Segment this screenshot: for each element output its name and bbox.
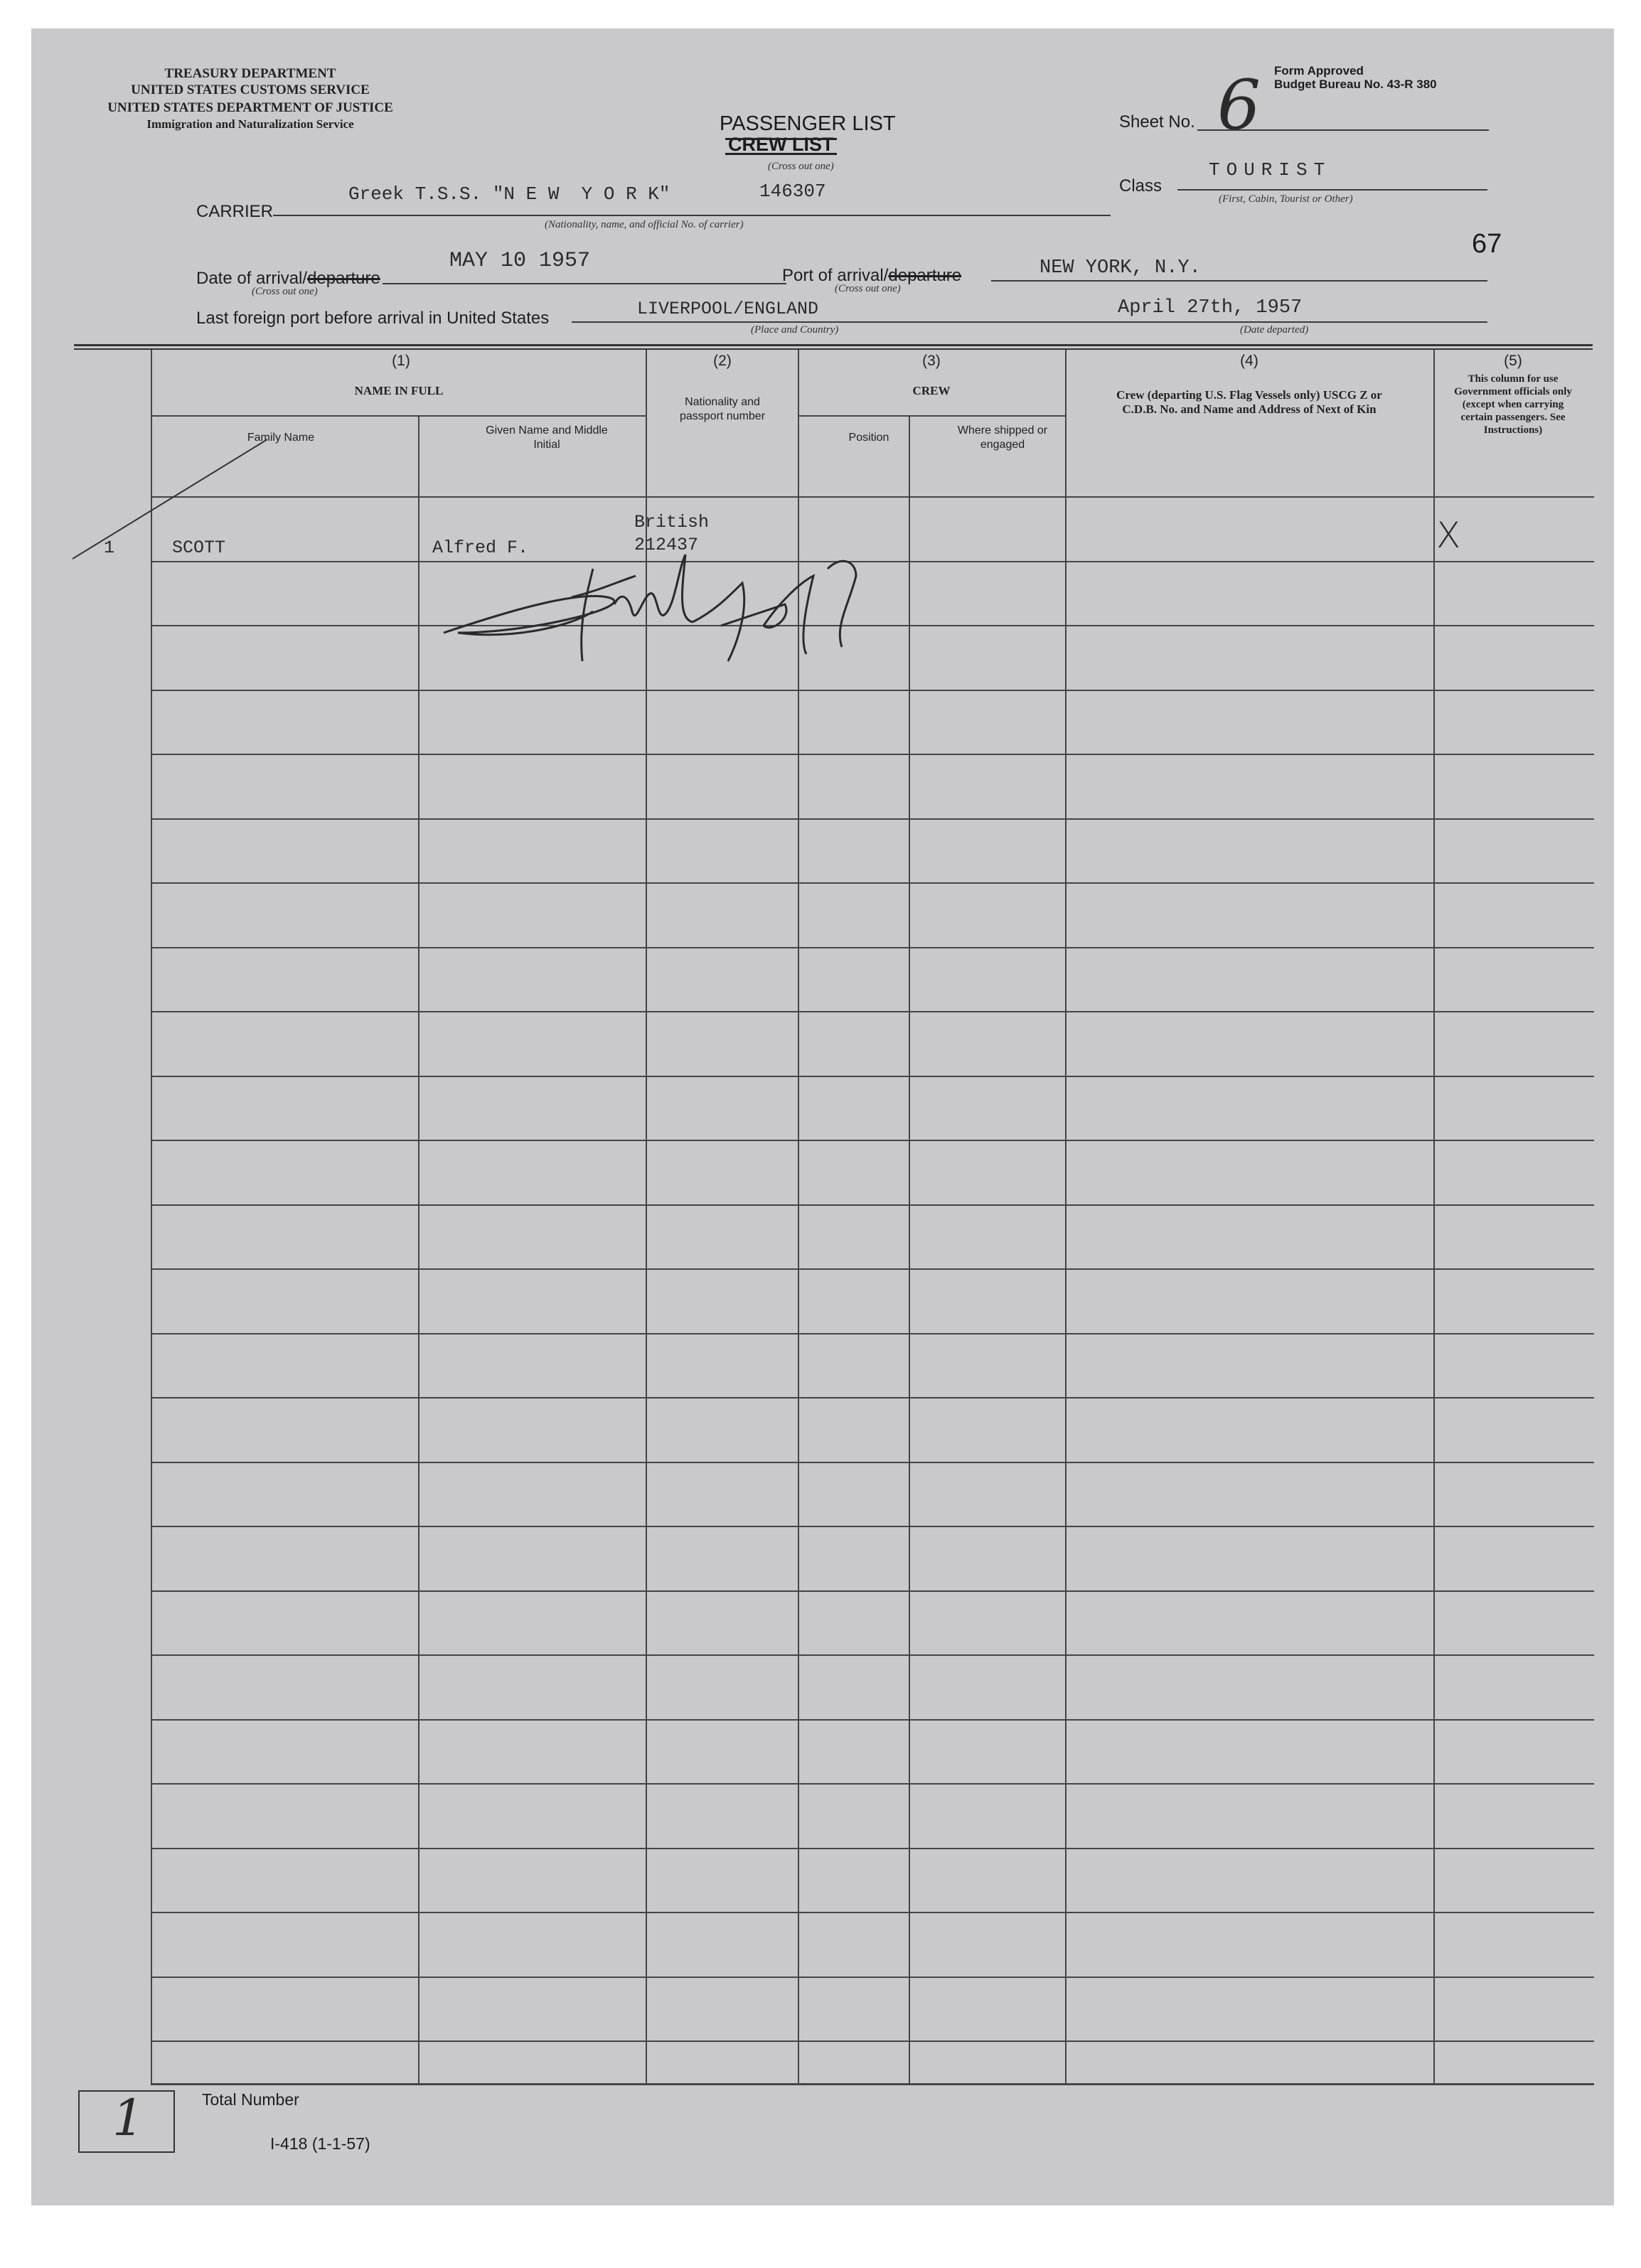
col5-title: This column for use Government officials only (except when carrying certain passengers. See Instructions)	[1454, 373, 1572, 436]
col2-title: Nationality and passport number	[679, 396, 766, 422]
row1-number: 1	[104, 537, 115, 558]
col1b-title: Given Name and Middle Initial	[486, 424, 608, 451]
col1-number: (1)	[392, 353, 410, 369]
row1-family-name: SCOTT	[172, 537, 226, 558]
class-label: Class	[1119, 176, 1162, 196]
page-number: 67	[1472, 229, 1502, 259]
arrival-port: NEW YORK, N.Y.	[1039, 257, 1201, 279]
last-port-caption: (Place and Country)	[751, 324, 839, 336]
total-box	[78, 2090, 175, 2153]
class-value: TOURIST	[1209, 159, 1332, 181]
agency-line-1: TREASURY DEPARTMENT	[164, 66, 336, 81]
last-port-label: Last foreign port before arrival in United States	[196, 309, 550, 328]
agency-line-2: UNITED STATES CUSTOMS SERVICE	[131, 82, 370, 97]
sheet-number: 6	[1217, 65, 1261, 145]
form-id: I-418 (1-1-57)	[270, 2134, 370, 2153]
port-label-a: Port of arrival/	[782, 266, 889, 285]
last-port-value: LIVERPOOL/ENGLAND	[637, 299, 819, 319]
sheet-label: Sheet No.	[1119, 112, 1195, 132]
agency-line-4: Immigration and Naturalization Service	[146, 117, 354, 131]
cross-out-note: (Cross out one)	[768, 161, 834, 172]
row1-passport: 212437	[634, 535, 699, 555]
signature-stroke-3	[614, 555, 693, 622]
total-label: Total Number	[202, 2090, 299, 2109]
list-title: PASSENGER LIST	[720, 112, 896, 135]
col3a-title: Position	[848, 432, 889, 444]
carrier-label: CARRIER	[196, 202, 274, 221]
list-alt-text: CREW LIST	[728, 134, 834, 155]
port-label-b-crossed: departure	[888, 266, 962, 285]
tick-line	[73, 439, 267, 559]
col2-number: (2)	[713, 353, 732, 369]
carrier-caption: (Nationality, name, and official No. of carrier)	[545, 219, 744, 230]
col3-number: (3)	[922, 353, 941, 369]
agency-line-3: UNITED STATES DEPARTMENT OF JUSTICE	[107, 100, 393, 115]
carrier-official-no: 146307	[759, 181, 826, 202]
date-label-a: Date of arrival/	[196, 269, 308, 288]
row1-official-mark: X	[1436, 515, 1461, 556]
col5-number: (5)	[1504, 353, 1522, 369]
form-approved-text: Form Approved	[1274, 64, 1364, 77]
document-sheet	[31, 28, 1614, 2205]
col1a-title: Family Name	[247, 432, 315, 444]
signature-stroke-1	[444, 596, 614, 634]
diagonal-tick-mark	[31, 28, 1614, 2205]
class-caption: (First, Cabin, Tourist or Other)	[1219, 193, 1353, 205]
signature	[429, 526, 899, 675]
port-note: (Cross out one)	[835, 283, 901, 294]
date-label-b-crossed: departure	[307, 269, 380, 288]
col3-title: CREW	[912, 384, 951, 397]
signature-stroke-4	[693, 561, 856, 661]
total-count: 1	[112, 2089, 144, 2147]
signature-stroke-2	[572, 569, 636, 661]
col4-number: (4)	[1240, 353, 1258, 369]
col1-title: NAME IN FULL	[354, 384, 444, 397]
carrier-value: Greek T.S.S. "N E W Y O R K"	[348, 183, 670, 205]
row1-given-name: Alfred F.	[432, 537, 529, 558]
date-note: (Cross out one)	[252, 286, 318, 297]
date-departed-caption: (Date departed)	[1240, 324, 1309, 336]
budget-bureau-text: Budget Bureau No. 43-R 380	[1274, 77, 1437, 91]
arrival-date: MAY 10 1957	[449, 249, 591, 273]
date-departed: April 27th, 1957	[1118, 297, 1303, 319]
col4-title: Crew (departing U.S. Flag Vessels only) USCG Z or C.D.B. No. and Name and Address of Next of Kin	[1116, 388, 1382, 416]
col3b-title: Where shipped or engaged	[957, 424, 1048, 451]
row1-nationality: British	[634, 512, 710, 533]
